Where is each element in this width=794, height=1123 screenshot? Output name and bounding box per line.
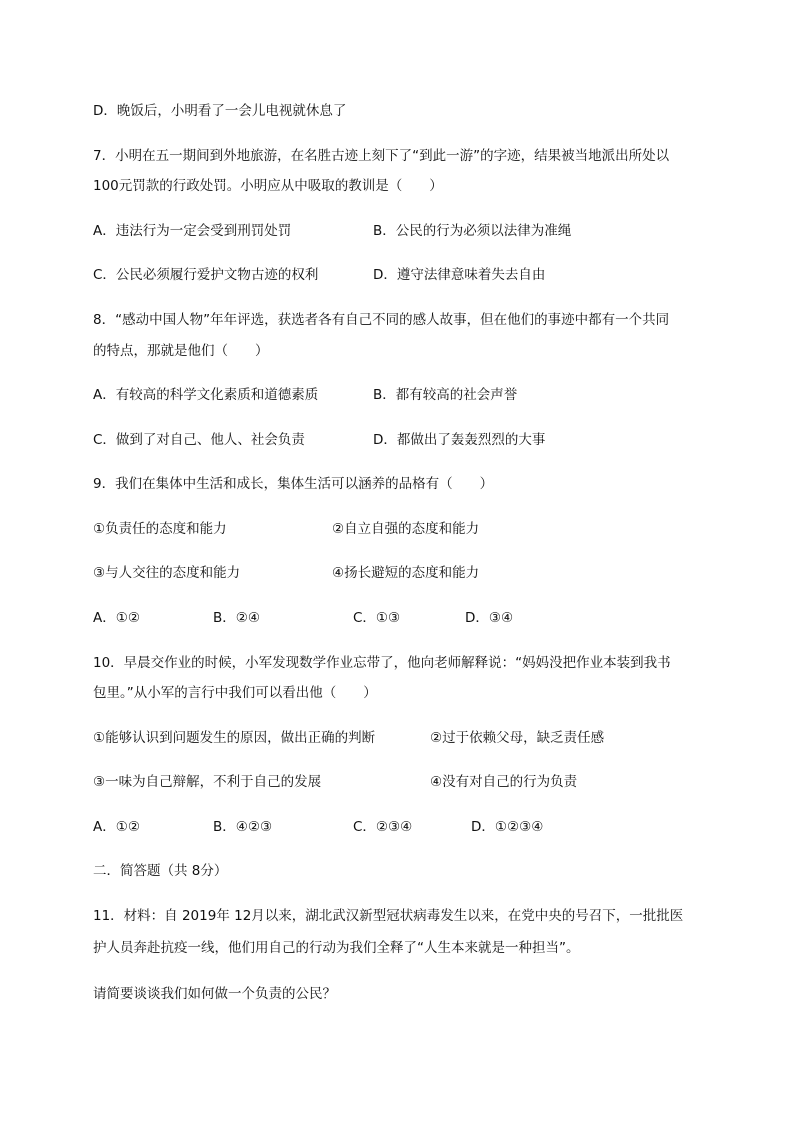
q9-item-2: ②自立自强的态度和能力 <box>332 521 480 537</box>
q9-item-4: ④扬长避短的态度和能力 <box>332 565 480 581</box>
q8-option-b: B．都有较高的社会声誉 <box>373 387 518 403</box>
q9-stem: 9．我们在集体中生活和成长，集体生活可以涵养的品格有（ ） <box>93 476 494 492</box>
q9-option-c: C．①③ <box>353 610 401 626</box>
q10-option-b: B．④②③ <box>213 819 273 835</box>
q8-option-c: C．做到了对自己、他人、社会负责 <box>93 432 305 448</box>
q8-stem-line2: 的特点，那就是他们（ ） <box>93 343 269 359</box>
q7-option-c: C．公民必须履行爱护文物古迹的权利 <box>93 267 319 283</box>
q10-stem-line1: 10．早晨交作业的时候，小军发现数学作业忘带了，他向老师解释说：“妈妈没把作业本装到我书 <box>93 655 671 671</box>
q7-stem-line2: 100元罚款的行政处罚。小明应从中吸取的教训是（ ） <box>93 178 443 194</box>
q9-option-d: D．③④ <box>465 610 514 626</box>
q9-item-3: ③与人交往的态度和能力 <box>93 565 241 581</box>
q10-item-1: ①能够认识到问题发生的原因，做出正确的判断 <box>93 730 376 746</box>
q10-option-d: D．①②③④ <box>471 819 544 835</box>
q9-item-1: ①负责任的态度和能力 <box>93 521 227 537</box>
q11-question: 请简要谈谈我们如何做一个负责的公民？ <box>93 986 336 1002</box>
q9-option-a: A．①② <box>93 610 140 626</box>
q10-option-c: C．②③④ <box>353 819 413 835</box>
q11-material-line1: 11．材料：自 2019年 12月以来，湖北武汉新型冠状病毒发生以来，在党中央的号召下，一批批医 <box>93 908 684 924</box>
q10-item-4: ④没有对自己的行为负责 <box>430 774 578 790</box>
q7-option-a: A．违法行为一定会受到刑罚处罚 <box>93 223 292 239</box>
q7-option-d: D．遵守法律意味着失去自由 <box>373 267 546 283</box>
q11-material-line2: 护人员奔赴抗疫一线，他们用自己的行动为我们全释了“人生本来就是一种担当”。 <box>93 940 580 956</box>
q8-option-a: A．有较高的科学文化素质和道德素质 <box>93 387 319 403</box>
q10-item-2: ②过于依赖父母，缺乏责任感 <box>430 730 605 746</box>
q6-option-d: D．晚饭后，小明看了一会儿电视就休息了 <box>93 103 347 119</box>
q7-option-b: B．公民的行为必须以法律为准绳 <box>373 223 572 239</box>
section-2-heading: 二．简答题（共 8分） <box>93 863 228 879</box>
q10-stem-line2: 包里。”从小军的言行中我们可以看出他（ ） <box>93 685 377 701</box>
q9-option-b: B．②④ <box>213 610 260 626</box>
q10-option-a: A．①② <box>93 819 140 835</box>
q8-stem-line1: 8．“感动中国人物”年年评选，获选者各有自己不同的感人故事，但在他们的事迹中都有一个共同 <box>93 312 670 328</box>
q7-stem-line1: 7．小明在五一期间到外地旅游，在名胜古迹上刻下了“到此一游”的字迹，结果被当地派出所处以 <box>93 148 670 164</box>
q10-item-3: ③一味为自己辩解，不利于自己的发展 <box>93 774 322 790</box>
q8-option-d: D．都做出了轰轰烈烈的大事 <box>373 432 546 448</box>
